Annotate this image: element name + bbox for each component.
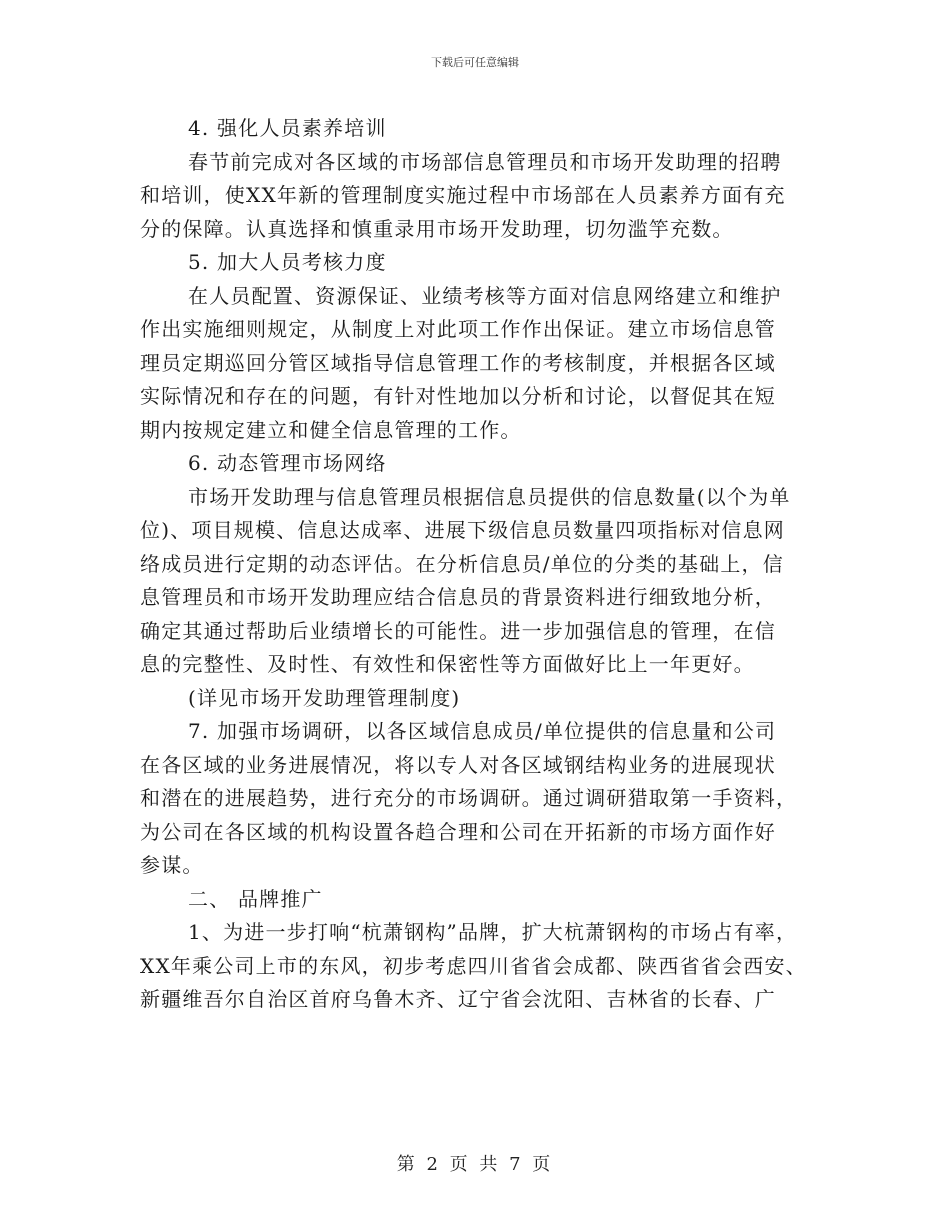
text-line: 分的保障。认真选择和慎重录用市场开发助理，切勿滥竽充数。 bbox=[140, 216, 734, 241]
text-line: 在各区域的业务进展情况，将以专人对各区域钢结构业务的进展现状 bbox=[140, 752, 776, 777]
text-line: 在人员配置、资源保证、业绩考核等方面对信息网络建立和维护 bbox=[188, 283, 782, 308]
text-line: 和培训，使XX年新的管理制度实施过程中市场部在人员素养方面有充 bbox=[140, 183, 786, 207]
text-line: 6. 动态管理市场网络 bbox=[188, 451, 387, 475]
text-line: 5. 加大人员考核力度 bbox=[188, 250, 387, 274]
text-line: XX年乘公司上市的东风，初步考虑四川省省会成都、陕西省省会西安、 bbox=[140, 953, 807, 978]
page-footer: 第 2 页 共 7 页 bbox=[396, 1154, 554, 1175]
text-line: 1、为进一步打响“杭萧钢构”品牌，扩大杭萧钢构的市场占有率， bbox=[188, 920, 798, 944]
document-body bbox=[140, 112, 830, 1017]
text-line: 市场开发助理与信息管理员根据信息员提供的信息数量(以个为单 bbox=[188, 484, 791, 509]
text-line: 理员定期巡回分管区域指导信息管理工作的考核制度，并根据各区域 bbox=[140, 350, 776, 375]
text-line: 息管理员和市场开发助理应结合信息员的背景资料进行细致地分析， bbox=[140, 585, 776, 609]
text-line: 实际情况和存在的问题，有针对性地加以分析和讨论，以督促其在短 bbox=[140, 384, 776, 408]
text-line: 络成员进行定期的动态评估。在分析信息员/单位的分类的基础上，信 bbox=[140, 551, 784, 576]
text-line: 和潜在的进展趋势，进行充分的市场调研。通过调研猎取第一手资料， bbox=[140, 786, 798, 810]
text-line: 新疆维吾尔自治区首府乌鲁木齐、辽宁省会沈阳、吉林省的长春、广 bbox=[140, 987, 776, 1011]
text-line: 春节前完成对各区域的市场部信息管理员和市场开发助理的招聘 bbox=[188, 149, 782, 174]
text-line: 4. 强化人员素养培训 bbox=[188, 116, 387, 140]
text-line: 确定其通过帮助后业绩增长的可能性。进一步加强信息的管理，在信 bbox=[140, 618, 776, 643]
text-line: 息的完整性、及时性、有效性和保密性等方面做好比上一年更好。 bbox=[140, 652, 755, 676]
page-header: 下载后可任意编辑 bbox=[431, 56, 519, 69]
text-line: 期内按规定建立和健全信息管理的工作。 bbox=[140, 417, 522, 442]
text-line: 作出实施细则规定，从制度上对此项工作作出保证。建立市场信息管 bbox=[140, 317, 776, 341]
text-line: (详见市场开发助理管理制度) bbox=[188, 685, 461, 710]
text-line: 为公司在各区域的机构设置各趋合理和公司在开拓新的市场方面作好 bbox=[140, 819, 776, 844]
text-line: 位)、项目规模、信息达成率、进展下级信息员数量四项指标对信息网 bbox=[140, 518, 786, 542]
text-line: 参谋。 bbox=[140, 853, 204, 877]
text-line: 二、 品牌推广 bbox=[188, 886, 323, 911]
text-line: 7. 加强市场调研，以各区域信息成员/单位提供的信息量和公司 bbox=[188, 719, 777, 743]
